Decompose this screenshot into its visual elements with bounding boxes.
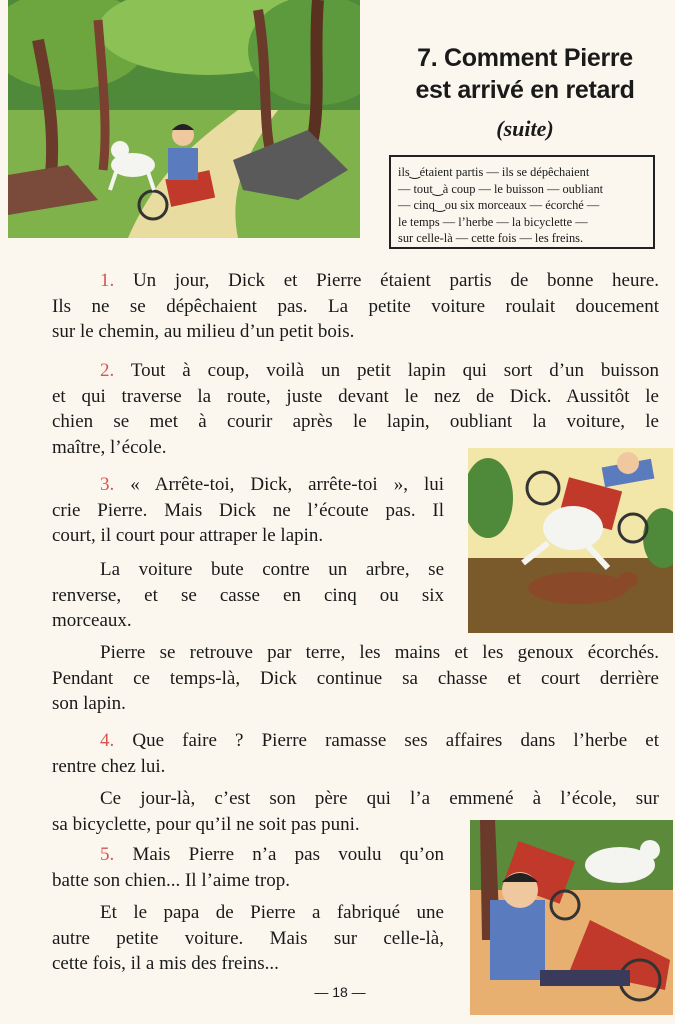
text-line: morceaux. [52, 610, 132, 631]
vocab-line: le temps — l’herbe — la bicyclette — [398, 214, 588, 229]
illustration-boy-broken-cart [470, 820, 673, 1015]
paragraph-new-cart [52, 900, 444, 977]
vocab-line: sur celle-là — cette fois — les freins. [398, 231, 584, 246]
vocab-line: — cinq‿ou six morceaux — écorché — [398, 198, 600, 213]
vocab-line: — tout‿à coup — le buisson — oubliant [398, 181, 604, 196]
lesson-title [390, 42, 660, 106]
text-line: renverse, et se casse en cinq ou six [52, 584, 444, 606]
text-line: batte son chien... Il l’aime trop. [52, 869, 290, 891]
paragraph-1 [52, 268, 659, 345]
text-line: Pendant ce temps-là, Dick continue sa chasse et court derrière [52, 667, 659, 689]
paragraph-2 [52, 358, 659, 460]
paragraph-number: 3. [100, 474, 115, 495]
paragraph-number: 5. [100, 844, 115, 865]
paragraph-4 [52, 728, 659, 779]
text-line: sur le chemin, au milieu d’un petit bois. [52, 321, 355, 342]
vocabulary-box [389, 155, 655, 249]
text-line: et qui traverse la route, juste devant le nez de Dick. Aussitôt le [52, 385, 659, 407]
text-line: Ce jour-là, c’est son père qui l’a emmené à l’école, sur [100, 788, 659, 809]
lesson-subtitle: (suite) [496, 116, 554, 141]
text-line: Que faire ? Pierre ramasse ses affaires dans l’herbe et [132, 730, 660, 751]
text-line: court, il court pour attraper le lapin. [52, 525, 324, 546]
lesson-title-line-1: 7. Comment Pierre [417, 44, 633, 72]
text-line: « Arrête-toi, Dick, arrête-toi », lui [130, 474, 445, 495]
text-line: cette fois, il a mis des freins... [52, 953, 279, 974]
text-line: La voiture bute contre un arbre, se [100, 559, 444, 580]
paragraph-number: 2. [100, 360, 115, 381]
paragraph-5 [52, 842, 444, 893]
lesson-title-line-2: est arrivé en retard [415, 76, 635, 104]
paragraph-3-continued [52, 557, 444, 634]
text-line: Mais Pierre n’a pas voulu qu’on [132, 844, 445, 865]
text-line: Un jour, Dick et Pierre étaient partis de bonne heure. [132, 270, 659, 291]
illustration-dog-chasing-rabbit [468, 448, 673, 633]
paragraph-3 [52, 472, 444, 549]
text-line: Et le papa de Pierre a fabriqué une [100, 902, 444, 923]
paragraph-number: 4. [100, 730, 115, 751]
paragraph-number: 1. [100, 270, 115, 291]
text-line: maître, l’école. [52, 436, 167, 458]
text-line: sa bicyclette, pour qu’il ne soit pas puni. [52, 813, 360, 835]
text-line: son lapin. [52, 693, 126, 714]
vocab-line: ils‿étaient partis — ils se dépêchaient [398, 165, 590, 179]
text-line: Pierre se retrouve par terre, les mains et les genoux écorchés. [100, 642, 659, 663]
text-line: chien se met à courir après le lapin, oubliant la voiture, le [52, 411, 659, 432]
illustration-forest-cart [8, 0, 360, 238]
text-line: crie Pierre. Mais Dick ne l’écoute pas. Il [52, 499, 444, 521]
page-number: — 18 — [314, 984, 366, 1000]
text-line: autre petite voiture. Mais sur celle-là, [52, 927, 444, 949]
text-line: Tout à coup, voilà un petit lapin qui sort d’un buisson [130, 360, 659, 381]
paragraph-pierre-on-ground [52, 640, 659, 717]
text-line: rentre chez lui. [52, 755, 166, 777]
text-line: Ils ne se dépêchaient pas. La petite voiture roulait doucement [52, 295, 659, 317]
